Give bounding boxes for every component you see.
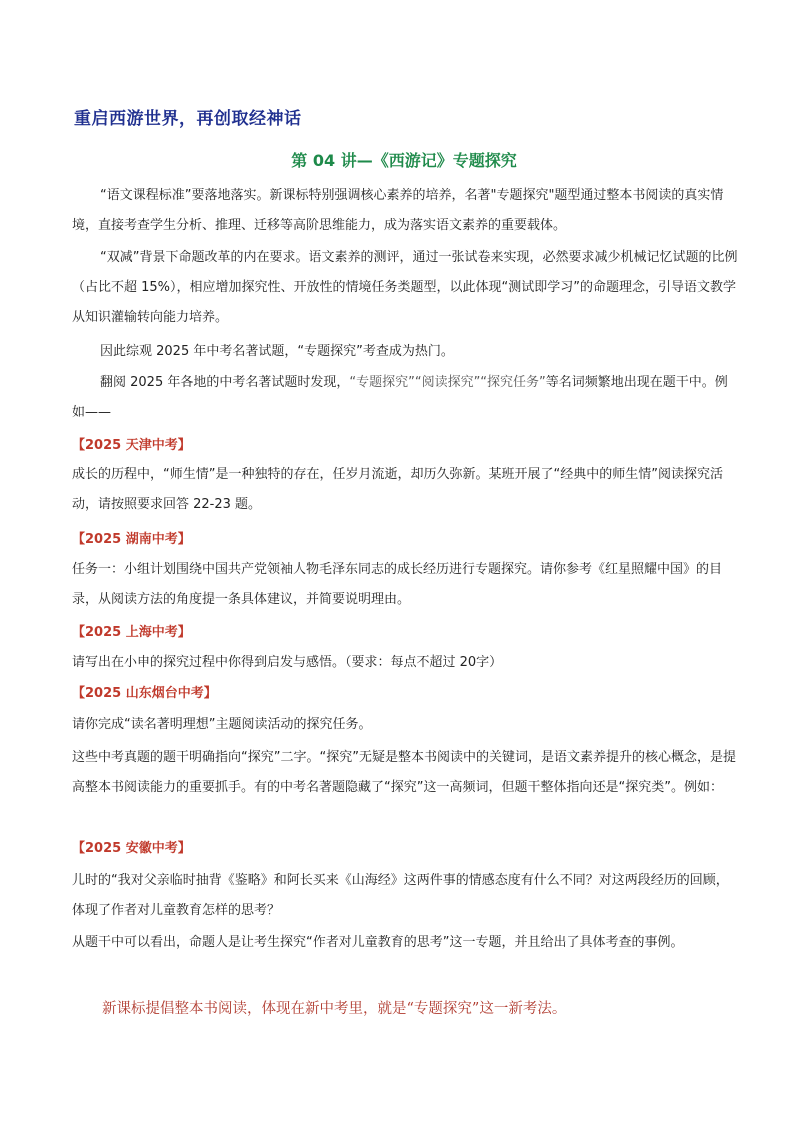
example-text-shanghai: 请写出在小申的探究过程中你得到启发与感悟。（要求：每点不超过 20字） — [72, 655, 503, 670]
source-tag-anhui: 【2025 安徽中考】 — [72, 841, 191, 856]
source-tag-yantai: 【2025 山东烟台中考】 — [72, 686, 217, 701]
intro-paragraph-4 — [72, 368, 740, 428]
source-tag-hunan: 【2025 湖南中考】 — [72, 532, 191, 547]
intro-paragraph-1: “语文课程标准”要落地落实。新课标特别强调核心素养的培养，名著"专题探究"题型通过整本书阅读的真实情境，直接考查学生分析、推理、迁移等高阶思维能力，成为落实语文素养的重要载体。 — [72, 188, 724, 233]
example-text-tianjin: 成长的历程中，“师生情”是一种独特的存在，任岁月流逝，却历久弥新。某班开展了“经典中的师生情”阅读探究活动，请按照要求回答 22-23 题。 — [72, 467, 723, 512]
conclusion-paragraph: 从题干中可以看出，命题人是让考生探究“作者对儿童教育的思考”这一专题，并且给出了具体考查的事例。 — [72, 935, 684, 950]
source-tag-tianjin: 【2025 天津中考】 — [72, 438, 191, 453]
intro-paragraph-2: “双减”背景下命题改革的内在要求。语文素养的测评，通过一张试卷来实现，必然要求减少机械记忆试题的比例（占比不超 15%），相应增加探究性、开放性的情境任务类题型，以此体现“测试即学习”的命题理念，引导语文教学从知识灌输转向能力培养。 — [72, 250, 738, 325]
intro-paragraph-4-lead: 翻阅 2025 年各地的中考名著试题时发现， — [100, 375, 350, 390]
series-title: 重启西游世界，再创取经神话 — [74, 109, 302, 129]
closing-statement: 新课标提倡整本书阅读，体现在新中考里，就是“专题探究”这一新考法。 — [102, 1001, 567, 1017]
intro-paragraph-3: 因此综观 2025 年中考名著试题，“专题探究”考查成为热门。 — [100, 344, 454, 359]
lecture-title: 第 04 讲—《西游记》专题探究 — [291, 151, 517, 170]
example-text-hunan: 任务一：小组计划围绕中国共产党领袖人物毛泽东同志的成长经历进行专题探究。请你参考《红星照耀中国》的目录，从阅读方法的角度提一条具体建议，并简要说明理由。 — [72, 562, 723, 607]
example-text-yantai: 请你完成“读名著明理想”主题阅读活动的探究任务。 — [72, 717, 372, 732]
example-text-anhui: 儿时的“我对父亲临时抽背《鉴略》和阿长买来《山海经》这两件事的情感态度有什么不同？对这两段经历的回顾，体现了作者对儿童教育怎样的思考？ — [72, 873, 729, 918]
intro-paragraph-4-tail: 等名词频繁地出现在题干中。例如—— — [72, 375, 728, 420]
source-tag-shanghai: 【2025 上海中考】 — [72, 625, 191, 640]
analysis-paragraph: 这些中考真题的题干明确指向“探究”二字。“探究”无疑是整本书阅读中的关键词，是语文素养提升的核心概念，是提高整本书阅读能力的重要抓手。有的中考名著题隐藏了“探究”这一高频词，但题干整体指向还是“探究类”。例如： — [72, 750, 736, 795]
intro-paragraph-4-quoted-terms: “专题探究”“阅读探究”“探究任务” — [349, 375, 546, 390]
